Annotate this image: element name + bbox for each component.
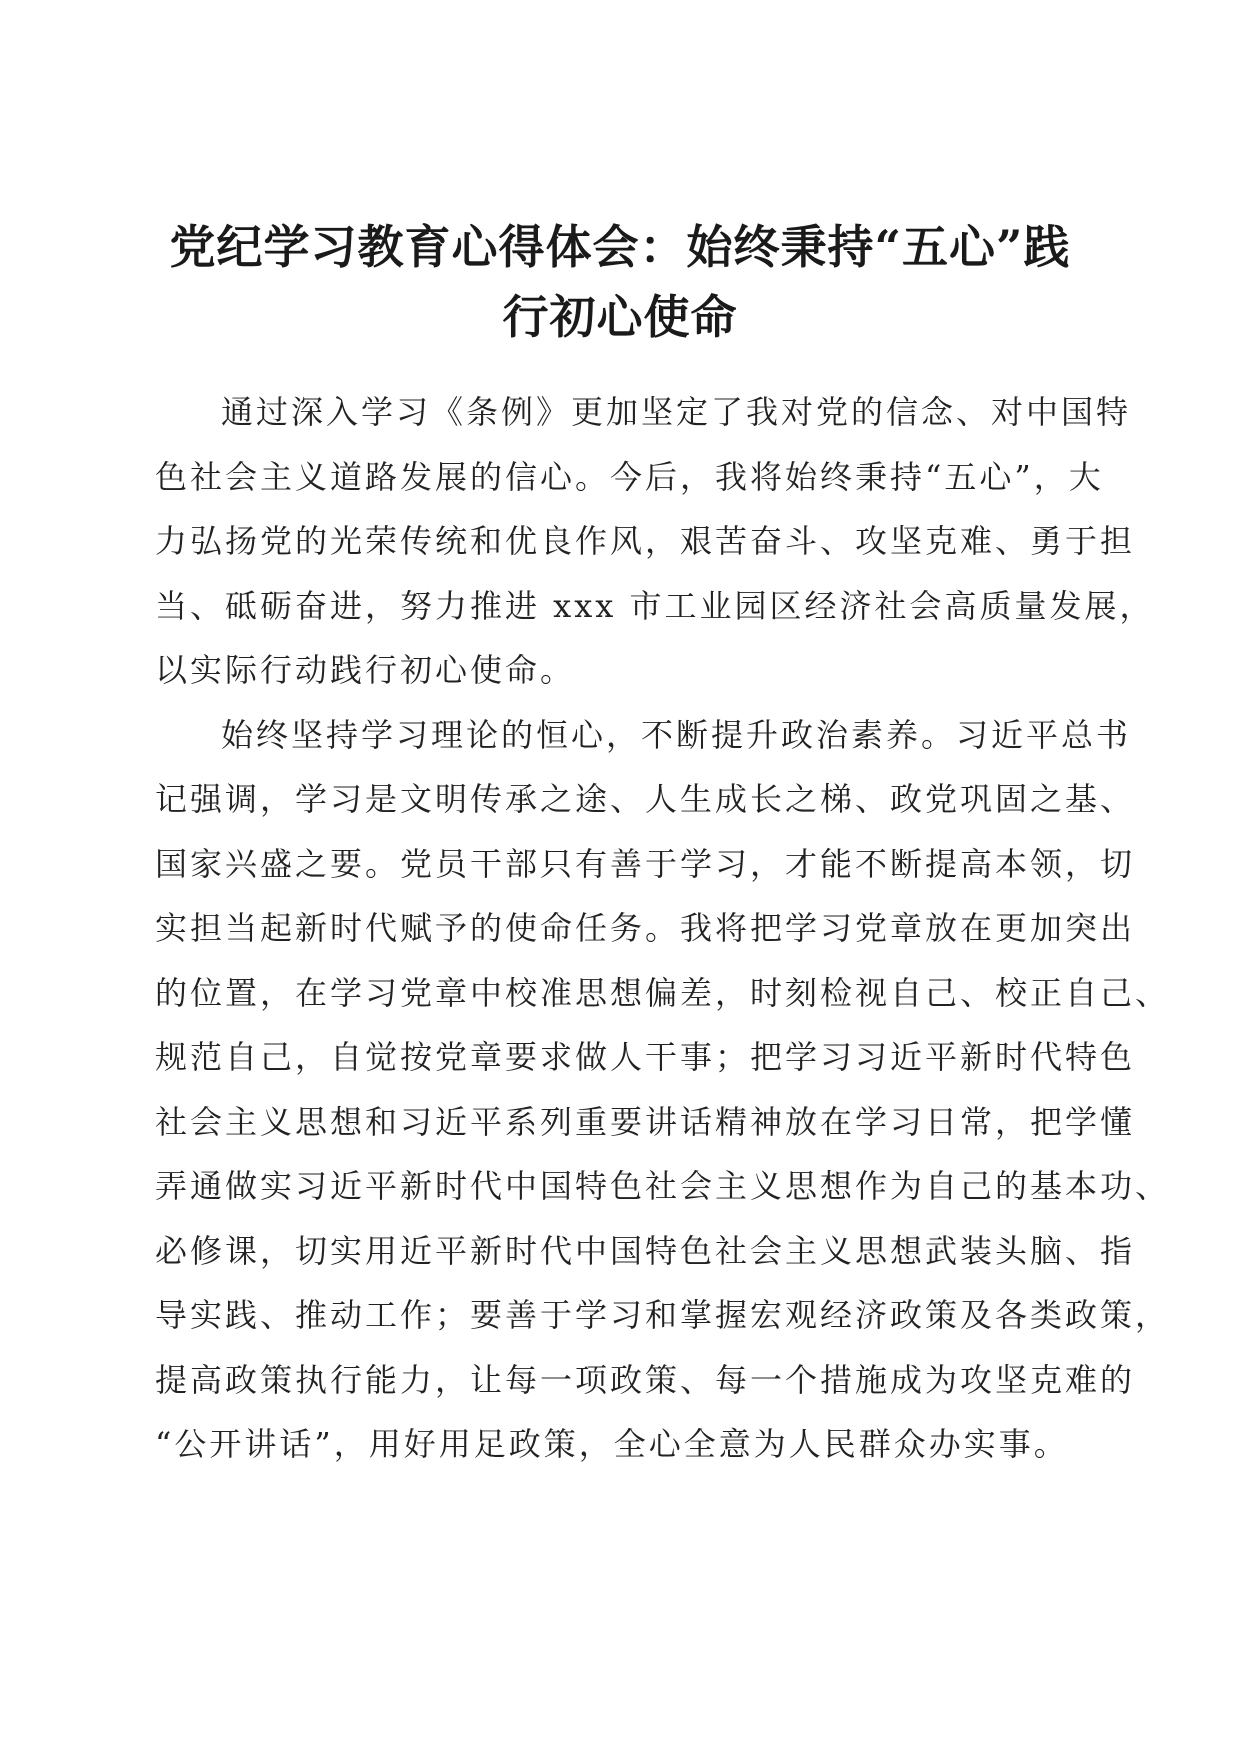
text-line: 导实践、推动工作；要善于学习和掌握宏观经济政策及各类政策， — [155, 1296, 1171, 1334]
text-line: “公开讲话”，用好用足政策，全心全意为人民群众办实事。 — [155, 1425, 1069, 1463]
page-title — [150, 212, 1090, 352]
title-line: 党纪学习教育心得体会：始终秉持“五心”践 — [169, 220, 1071, 274]
text-line: 记强调，学习是文明传承之途、人生成长之梯、政党巩固之基、 — [155, 780, 1136, 818]
text-line: 当、砥砺奋进，努力推进 xxx 市工业园区经济社会高质量发展， — [155, 586, 1155, 625]
text-line: 力弘扬党的光荣传统和优良作风，艰苦奋斗、攻坚克难、勇于担 — [155, 522, 1136, 560]
text-line: 色社会主义道路发展的信心。今后，我将始终秉持“五心”，大 — [155, 457, 1104, 496]
text-line: 通过深入学习《条例》更加坚定了我对党的信念、对中国特 — [221, 393, 1132, 431]
text-line: 以实际行动践行初心使命。 — [155, 651, 576, 689]
text-line: 必修课，切实用近平新时代中国特色社会主义思想武装头脑、指 — [155, 1231, 1136, 1270]
text-line: 始终坚持学习理论的恒心，不断提升政治素养。习近平总书 — [221, 715, 1132, 754]
text-line: 的位置，在学习党章中校准思想偏差，时刻检视自己、校正自己、 — [155, 973, 1171, 1012]
document-body — [155, 380, 1171, 1477]
text-line: 弄通做实习近平新时代中国特色社会主义思想作为自己的基本功、 — [155, 1167, 1171, 1205]
text-line: 实担当起新时代赋予的使命任务。我将把学习党章放在更加突出 — [155, 909, 1136, 947]
text-line: 社会主义思想和习近平系列重要讲话精神放在学习日常，把学懂 — [155, 1102, 1136, 1141]
title-line: 行初心使命 — [502, 290, 738, 344]
paragraph — [155, 703, 1171, 1477]
text-line: 规范自己，自觉按党章要求做人干事；把学习习近平新时代特色 — [155, 1038, 1136, 1076]
text-line: 国家兴盛之要。党员干部只有善于学习，才能不断提高本领，切 — [155, 844, 1136, 883]
text-line: 提高政策执行能力，让每一项政策、每一个措施成为攻坚克难的 — [155, 1360, 1136, 1399]
paragraph — [155, 380, 1155, 703]
